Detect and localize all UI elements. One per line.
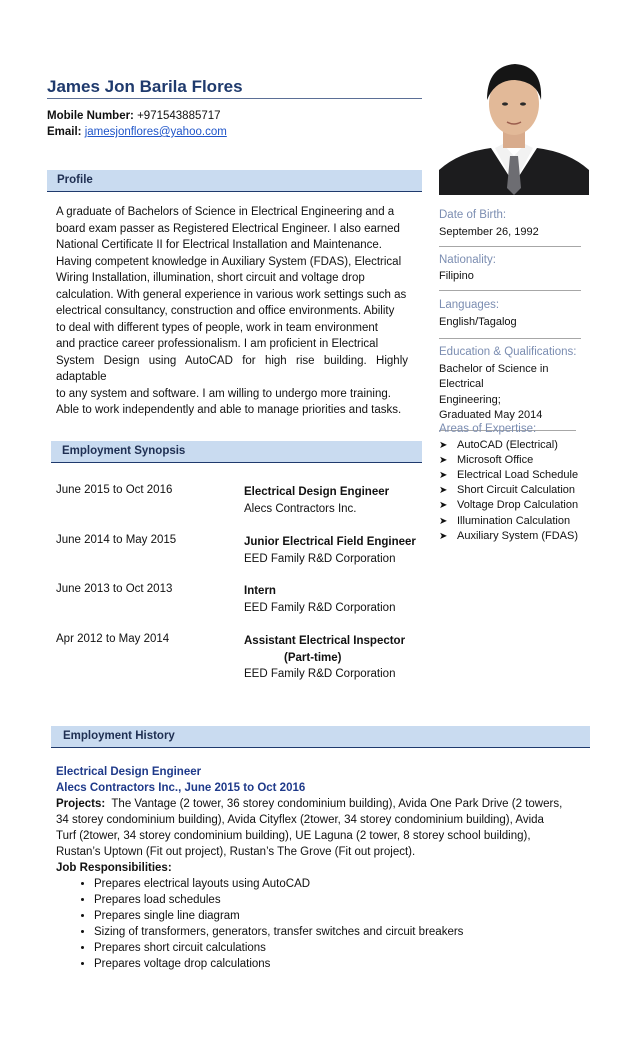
expertise-item: ➤ Short Circuit Calculation (439, 483, 599, 498)
job-entry (244, 484, 419, 517)
job-company: EED Family R&D Corporation (244, 668, 396, 680)
arrow-bullet-icon: ➤ (439, 485, 448, 497)
responsibility-item: • Prepares electrical layouts using AutoCAD (94, 876, 566, 892)
responsibility-item: • Prepares single line diagram (94, 908, 566, 924)
expertise-label: Areas of Expertise: (439, 423, 537, 435)
expertise-list (439, 438, 599, 544)
projects-line: Turf (2tower, 34 storey condominium building), UE Laguna (2 tower, 8 storey school building), (56, 830, 531, 842)
nationality-label: Nationality: (439, 254, 496, 266)
profile-line: A graduate of Bachelors of Science in Electrical Engineering and a (56, 206, 395, 218)
education-line: Engineering; (439, 393, 501, 406)
history-entry (56, 764, 566, 972)
job-dates: Apr 2012 to May 2014 (56, 633, 170, 645)
profile-line: Having competent knowledge in Auxiliary System (FDAS), Electrical (56, 255, 402, 268)
dob-label: Date of Birth: (439, 209, 507, 221)
languages-value: English/Tagalog (439, 315, 517, 328)
profile-section-header: Profile (47, 170, 422, 192)
job-entry (244, 534, 429, 567)
mobile-value: +971543885717 (137, 110, 221, 122)
responsibility-item: • Prepares short circuit calculations (94, 940, 566, 956)
job-dates: June 2015 to Oct 2016 (56, 484, 173, 496)
history-company-dates: Alecs Contractors Inc., June 2015 to Oct 2016 (56, 782, 306, 794)
education-line: Bachelor of Science in Electrical (439, 362, 549, 390)
responsibility-item: • Sizing of transformers, generators, transfer switches and circuit breakers (94, 924, 566, 940)
responsibility-item: • Prepares voltage drop calculations (94, 956, 566, 972)
profile-line: board exam passer as Registered Electrical Engineer. I also earned (56, 222, 400, 235)
education-label: Education & Qualifications: (439, 346, 577, 358)
education-line: Graduated May 2014 (439, 409, 543, 421)
job-title: Junior Electrical Field Engineer (244, 536, 416, 548)
expertise-item: ➤ Illumination Calculation (439, 514, 599, 529)
job-title-suffix: (Part-time) (284, 651, 342, 664)
job-dates: June 2013 to Oct 2013 (56, 583, 173, 595)
job-company: EED Family R&D Corporation (244, 601, 396, 614)
job-company: EED Family R&D Corporation (244, 552, 396, 565)
job-title: Intern (244, 585, 276, 597)
expertise-item: ➤ Electrical Load Schedule (439, 468, 599, 483)
arrow-bullet-icon: ➤ (439, 454, 448, 466)
responsibilities-label: Job Responsibilities: (56, 862, 172, 874)
profile-line: to deal with different types of people, work in team environment (56, 321, 378, 334)
expertise-item: ➤ Auxiliary System (FDAS) (439, 529, 599, 544)
portrait-icon (439, 52, 589, 195)
profile-line: System Design using AutoCAD for high rise building. Highly adaptable (56, 354, 408, 383)
email-label: Email: (47, 126, 82, 138)
candidate-name: James Jon Barila Flores (47, 77, 422, 99)
job-title: Electrical Design Engineer (244, 486, 390, 498)
job-title: Assistant Electrical Inspector (244, 635, 406, 647)
responsibilities-list (56, 876, 566, 972)
divider (439, 246, 581, 247)
languages-block (439, 298, 584, 339)
dob-block (439, 208, 584, 247)
history-section-header: Employment History (51, 726, 590, 748)
email-line (47, 124, 227, 140)
profile-line: electrical consultancy, construction and office environments. Ability (56, 305, 395, 317)
arrow-bullet-icon: ➤ (439, 500, 448, 512)
profile-line: Able to work independently and able to manage priorities and tasks. (56, 404, 402, 416)
profile-line: and practice career professionalism. I am proficient in Electrical (56, 338, 379, 350)
languages-label: Languages: (439, 299, 500, 311)
job-company: Alecs Contractors Inc. (244, 502, 357, 515)
profile-line: Wiring Installation, illumination, short circuit and voltage drop (56, 272, 365, 284)
divider (439, 338, 581, 339)
projects-label: Projects: (56, 798, 106, 810)
mobile-line (47, 108, 221, 124)
projects-paragraph (56, 796, 566, 860)
education-block (439, 345, 594, 431)
mobile-label: Mobile Number: (47, 110, 134, 122)
nationality-value: Filipino (439, 269, 474, 282)
projects-line: 34 storey condominium building), Avida Cityflex (2tower, 34 storey condominium building), Avida (56, 814, 544, 826)
profile-text (56, 204, 408, 419)
expertise-block (439, 422, 599, 544)
email-link[interactable]: jamesjonflores@yahoo.com (84, 126, 227, 138)
dob-value: September 26, 1992 (439, 225, 539, 238)
expertise-item: ➤ AutoCAD (Electrical) (439, 438, 599, 453)
job-entry (244, 583, 419, 616)
profile-photo (439, 52, 589, 195)
arrow-bullet-icon: ➤ (439, 530, 448, 542)
profile-line: calculation. With general experience in various work settings such as (56, 288, 407, 301)
arrow-bullet-icon: ➤ (439, 469, 448, 481)
divider (439, 290, 581, 291)
profile-line: National Certificate II for Electrical Installation and Maintenance. (56, 239, 382, 251)
responsibility-item: • Prepares load schedules (94, 892, 566, 908)
job-dates: June 2014 to May 2015 (56, 534, 177, 546)
synopsis-section-header: Employment Synopsis (51, 441, 422, 463)
arrow-bullet-icon: ➤ (439, 439, 448, 451)
profile-line: to any system and software. I am willing to undergo more training. (56, 387, 391, 400)
history-role: Electrical Design Engineer (56, 766, 202, 778)
arrow-bullet-icon: ➤ (439, 515, 448, 527)
job-entry (244, 633, 419, 683)
expertise-item: ➤ Voltage Drop Calculation (439, 498, 599, 513)
nationality-block (439, 253, 584, 291)
projects-line: Projects: The Vantage (2 tower, 36 storey condominium building), Avida One Park Drive (2 towers, (56, 798, 563, 810)
expertise-item: ➤ Microsoft Office (439, 453, 599, 468)
projects-line: Rustan’s Uptown (Fit out project), Rustan’s The Grove (Fit out project). (56, 846, 416, 858)
